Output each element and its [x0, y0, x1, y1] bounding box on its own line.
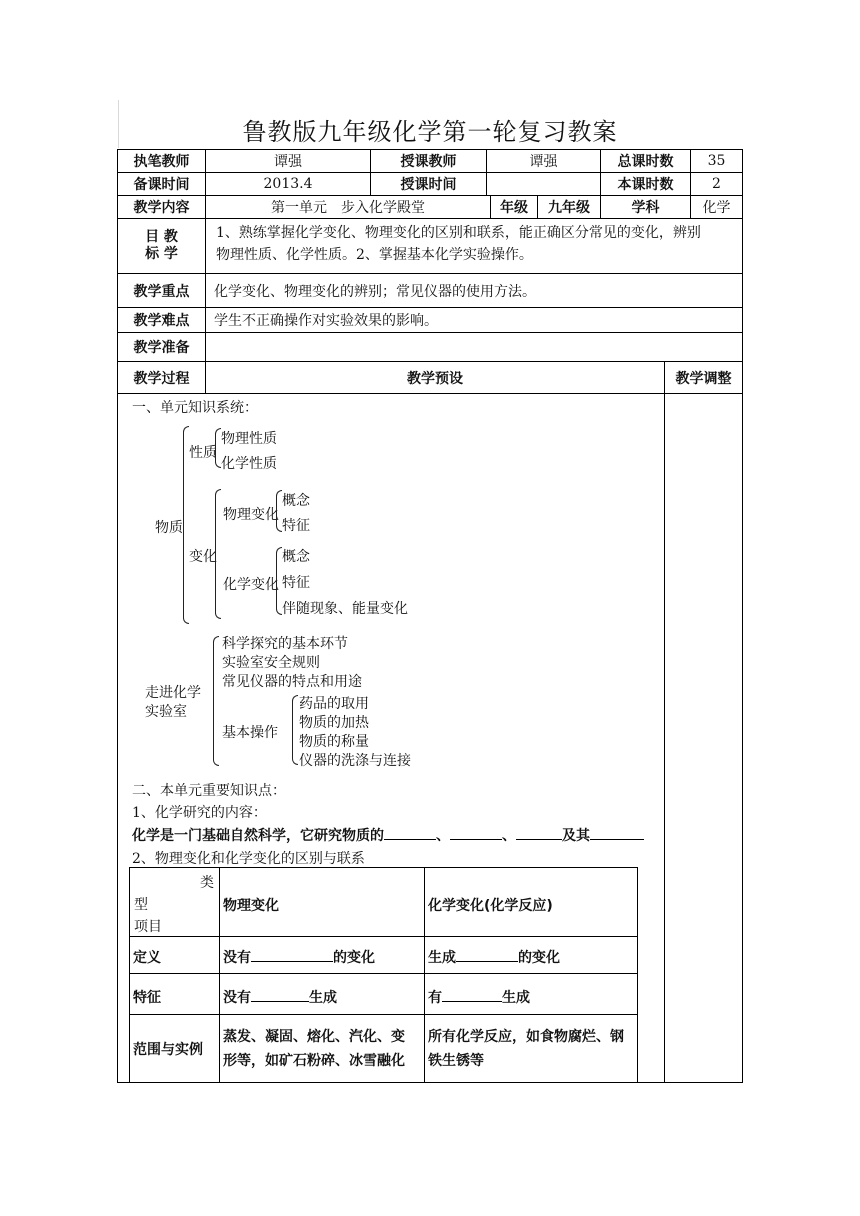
range-chemical-line-1: 所有化学反应，如食物腐烂、钢 [428, 1029, 624, 1045]
difficulty-value: 学生不正确操作对实验效果的影响。 [205, 307, 743, 333]
fill-blank [251, 947, 333, 962]
page-title: 鲁教版九年级化学第一轮复习教案 [242, 118, 618, 146]
diagram1-property-item: 化学性质 [221, 456, 277, 472]
fill-blank [442, 987, 502, 1002]
this-hours-label: 本课时数 [600, 172, 691, 196]
range-physical-line-1: 蒸发、凝固、熔化、汽化、变 [223, 1029, 405, 1045]
point-1-separator: 、 [436, 828, 450, 844]
fill-blank [384, 825, 436, 840]
diagram2-root-brace [213, 636, 219, 766]
compare-col-chemical [424, 867, 638, 937]
feat-physical-pre: 没有 [223, 990, 251, 1006]
def-chemical-post: 的变化 [518, 950, 560, 966]
subject-label: 学科 [600, 195, 691, 219]
diagram2-ops-item: 物质的称量 [299, 734, 369, 750]
range-physical-line-2: 形等，如矿石粉碎、冰雪融化 [223, 1053, 405, 1069]
writer-label: 执笔教师 [117, 149, 206, 173]
goal-text [205, 218, 743, 274]
diagram1-chemical-item: 特征 [282, 575, 310, 591]
prep-time-value: 2013.4 [205, 172, 371, 196]
def-chemical-text [428, 947, 560, 967]
diagram1-change-brace [215, 489, 221, 619]
subject-value: 化学 [690, 195, 743, 219]
def-physical-text [223, 947, 375, 967]
content-label: 教学内容 [117, 195, 206, 219]
diagram1-change: 变化 [189, 549, 217, 565]
point-1-tail: 及其 [562, 828, 590, 844]
point-1-separator: 、 [502, 828, 516, 844]
difficulty-label: 教学难点 [117, 307, 206, 333]
corner-line-3: 项目 [134, 919, 162, 935]
row-range-label [129, 1014, 220, 1083]
feat-chemical-text [428, 987, 530, 1007]
diagram1-physical-change: 物理变化 [223, 507, 279, 523]
diagram2-ops-item: 药品的取用 [299, 696, 369, 712]
section-2-heading: 二、本单元重要知识点： [132, 783, 286, 799]
fill-blank [251, 987, 309, 1002]
feat-chemical-pre: 有 [428, 990, 442, 1006]
prep-time-label: 备课时间 [117, 172, 206, 196]
section-1-heading: 一、单元知识系统： [132, 400, 258, 416]
process-label: 教学过程 [117, 361, 206, 394]
goal-label-line-1: 目 教 [145, 229, 178, 245]
grade-label: 年级 [490, 195, 538, 219]
content-value: 第一单元 步入化学殿堂 [205, 195, 491, 219]
diagram2-item: 科学探究的基本环节 [222, 636, 348, 652]
row-def-text: 定义 [133, 950, 161, 966]
feat-chemical-post: 生成 [502, 990, 530, 1006]
class-time-value [486, 172, 601, 196]
diagram1-physical-item: 概念 [282, 493, 310, 509]
feat-physical-text [223, 987, 337, 1007]
grade-value: 九年级 [537, 195, 601, 219]
diagram2-root-line-1: 走进化学 [145, 685, 201, 701]
key-label: 教学重点 [117, 273, 206, 308]
feat-physical-cell [219, 973, 425, 1015]
def-physical-pre: 没有 [223, 950, 251, 966]
def-chemical-cell [424, 936, 638, 974]
diagram1-chemical-change: 化学变化 [223, 577, 279, 593]
teacher-label: 授课教师 [370, 149, 487, 173]
body-bottom-line [117, 1082, 743, 1083]
row-feat-label [129, 973, 220, 1015]
goal-label [117, 218, 206, 274]
col-chemical-label: 化学变化(化学反应) [428, 898, 553, 914]
diagram2-ops-item: 仪器的洗涤与连接 [299, 753, 411, 769]
corner-line-1: 类 [200, 875, 214, 891]
def-physical-post: 的变化 [333, 950, 375, 966]
fill-blank [450, 825, 502, 840]
writer-value: 谭强 [205, 149, 371, 173]
col-physical-label: 物理变化 [223, 898, 279, 914]
row-def-label [129, 936, 220, 974]
preset-label: 教学预设 [205, 361, 665, 394]
row-feat-text: 特征 [133, 990, 161, 1006]
feat-chemical-cell [424, 973, 638, 1015]
diagram2-basic-ops: 基本操作 [222, 725, 278, 741]
total-hours-value: 35 [690, 149, 743, 173]
compare-corner-cell [129, 867, 220, 937]
diagram1-physical-item: 特征 [282, 518, 310, 534]
diagram2-item: 常见仪器的特点和用途 [222, 674, 362, 690]
adjust-column-divider [664, 393, 665, 1083]
diagram1-chemical-item: 概念 [282, 549, 310, 565]
this-hours-value: 2 [690, 172, 743, 196]
fill-blank [590, 825, 644, 840]
prep-value [205, 332, 743, 362]
diagram1-property: 性质 [189, 445, 217, 461]
point-1-heading: 1、化学研究的内容： [132, 805, 267, 821]
diagram1-property-item: 物理性质 [221, 431, 277, 447]
fill-blank [456, 947, 518, 962]
goal-text-line-2: 物理性质、化学性质。2、掌握基本化学实验操作。 [216, 247, 533, 263]
diagram2-root-line-2: 实验室 [145, 704, 187, 720]
goal-label-line-2: 标 学 [145, 246, 178, 262]
diagram1-chemical-item: 伴随现象、能量变化 [282, 601, 408, 617]
corner-line-2: 型 [134, 897, 148, 913]
prep-label: 教学准备 [117, 332, 206, 362]
total-hours-label: 总课时数 [600, 149, 691, 173]
diagram2-ops-brace [292, 695, 298, 765]
range-chemical-line-2: 铁生锈等 [428, 1053, 484, 1069]
key-value: 化学变化、物理变化的辨别；常见仪器的使用方法。 [205, 273, 743, 308]
feat-physical-post: 生成 [309, 990, 337, 1006]
adjust-label: 教学调整 [664, 361, 743, 394]
compare-col-physical [219, 867, 425, 937]
goal-text-line-1: 1、熟练掌握化学变化、物理变化的区别和联系，能正确区分常见的变化，辨别 [216, 225, 701, 241]
def-chemical-pre: 生成 [428, 950, 456, 966]
diagram2-ops-item: 物质的加热 [299, 715, 369, 731]
point-1-lead: 化学是一门基础自然科学，它研究物质的 [132, 828, 384, 844]
range-chemical-cell [424, 1014, 638, 1083]
point-2-heading: 2、物理变化和化学变化的区别与联系 [132, 851, 365, 867]
diagram2-item: 实验室安全规则 [222, 655, 320, 671]
fill-blank [516, 825, 562, 840]
point-1-text [132, 825, 644, 845]
class-time-label: 授课时间 [370, 172, 487, 196]
row-range-text: 范围与实例 [133, 1042, 203, 1058]
teacher-value: 谭强 [486, 149, 601, 173]
diagram1-root: 物质 [155, 520, 183, 536]
def-physical-cell [219, 936, 425, 974]
range-physical-cell [219, 1014, 425, 1083]
